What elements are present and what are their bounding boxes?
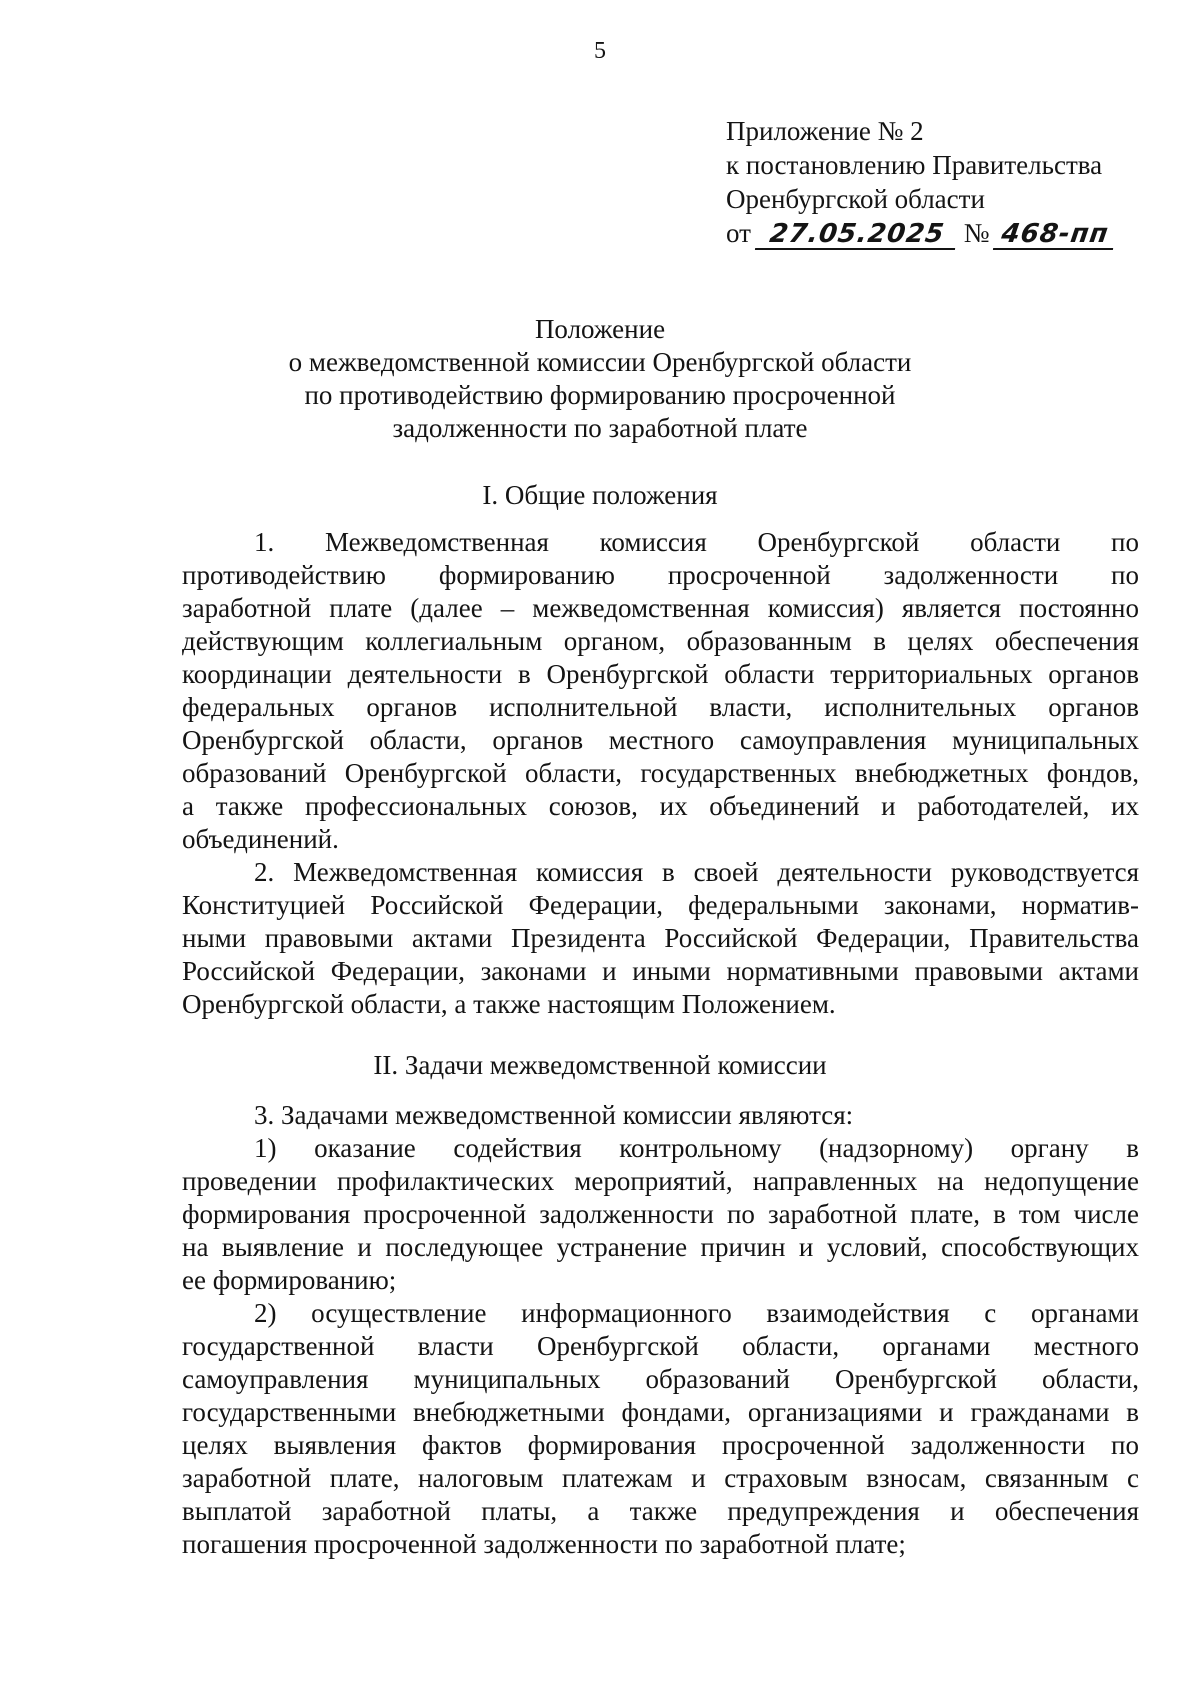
appendix-line-3: Оренбургской области (726, 184, 985, 214)
paragraph-line: 1. Межведомственная комиссия Оренбургской области по (254, 527, 1139, 557)
appendix-line-2: к постановлению Правительства (726, 150, 1103, 180)
paragraph-line: проведении профилактических мероприятий, направленных на недопущение (182, 1166, 1139, 1196)
paragraph-line: 2) осуществление информационного взаимодействия с органами (254, 1298, 1139, 1328)
paragraph-line: заработной плате (далее – межведомственная комиссия) является постоянно (182, 593, 1139, 623)
paragraph-line: самоуправления муниципальных образований Оренбургской области, (182, 1364, 1139, 1394)
paragraph-line: Оренбургской области, органов местного самоуправления муниципальных (182, 725, 1139, 755)
list-item-1 (182, 1132, 1139, 1297)
number-label: № (963, 218, 990, 248)
appendix-line-1: Приложение № 2 (726, 116, 924, 146)
paragraph-line: федеральных органов исполнительной власти, исполнительных органов (182, 692, 1139, 722)
title-line-2: о межведомственной комиссии Оренбургской области (288, 347, 912, 377)
paragraph-line: ными правовыми актами Президента Российской Федерации, Правительства (182, 923, 1139, 953)
handwritten-number: 468-пп (993, 220, 1117, 250)
page-number: 5 (594, 38, 606, 64)
paragraph-line: Российской Федерации, законами и иными нормативными правовыми актами (182, 956, 1139, 986)
paragraph-line: ее формированию; (182, 1265, 397, 1295)
paragraph-line: Конституцией Российской Федерации, федеральными законами, норматив- (182, 890, 1139, 920)
appendix-header (726, 114, 1115, 250)
list-item-2 (182, 1297, 1139, 1561)
paragraph-line: заработной плате, налоговым платежам и страховым взносам, связанным с (182, 1463, 1139, 1493)
handwritten-date: 27.05.2025 (755, 220, 959, 250)
paragraph-line: 1) оказание содействия контрольному (надзорному) органу в (254, 1133, 1139, 1163)
paragraph-line: координации деятельности в Оренбургской области территориальных органов (182, 659, 1139, 689)
paragraph-line: 3. Задачами межведомственной комиссии являются: (254, 1100, 854, 1130)
paragraph-line: государственными внебюджетными фондами, организациями и гражданами в (182, 1397, 1139, 1427)
paragraph-line: а также профессиональных союзов, их объединений и работодателей, их (182, 791, 1139, 821)
paragraph-2 (182, 856, 1139, 1021)
paragraph-line: действующим коллегиальным органом, образованным в целях обеспечения (182, 626, 1139, 656)
paragraph-line: государственной власти Оренбургской области, органами местного (182, 1331, 1139, 1361)
paragraph-line: Оренбургской области, а также настоящим Положением. (182, 989, 836, 1019)
paragraph-line: противодействию формированию просроченной задолженности по (182, 560, 1139, 590)
paragraph-line: формирования просроченной задолженности по заработной плате, в том числе (182, 1199, 1139, 1229)
paragraph-line: 2. Межведомственная комиссия в своей деятельности руководствуется (254, 857, 1139, 887)
title-line-3: по противодействию формированию просроченной (304, 380, 896, 410)
paragraph-1 (182, 526, 1139, 856)
title-line-4: задолженности по заработной плате (392, 413, 808, 443)
section-heading-2: II. Задачи межведомственной комиссии (373, 1050, 827, 1080)
appendix-date-line (726, 216, 1115, 250)
paragraph-line: объединений. (182, 824, 339, 854)
from-label: от (726, 218, 751, 248)
title-line-1: Положение (534, 314, 666, 344)
paragraph-line: образований Оренбургской области, государственных внебюджетных фондов, (182, 758, 1139, 788)
paragraph-line: выплатой заработной платы, а также предупреждения и обеспечения (182, 1496, 1139, 1526)
section-2-body (182, 1099, 1139, 1561)
paragraph-line: погашения просроченной задолженности по заработной плате; (182, 1529, 906, 1559)
document-title (0, 313, 1200, 445)
paragraph-3 (182, 1099, 1139, 1132)
paragraph-line: на выявление и последующее устранение причин и условий, способствующих (182, 1232, 1139, 1262)
section-heading-1: I. Общие положения (482, 480, 718, 510)
section-1-body (182, 526, 1139, 1021)
paragraph-line: целях выявления фактов формирования просроченной задолженности по (182, 1430, 1139, 1460)
